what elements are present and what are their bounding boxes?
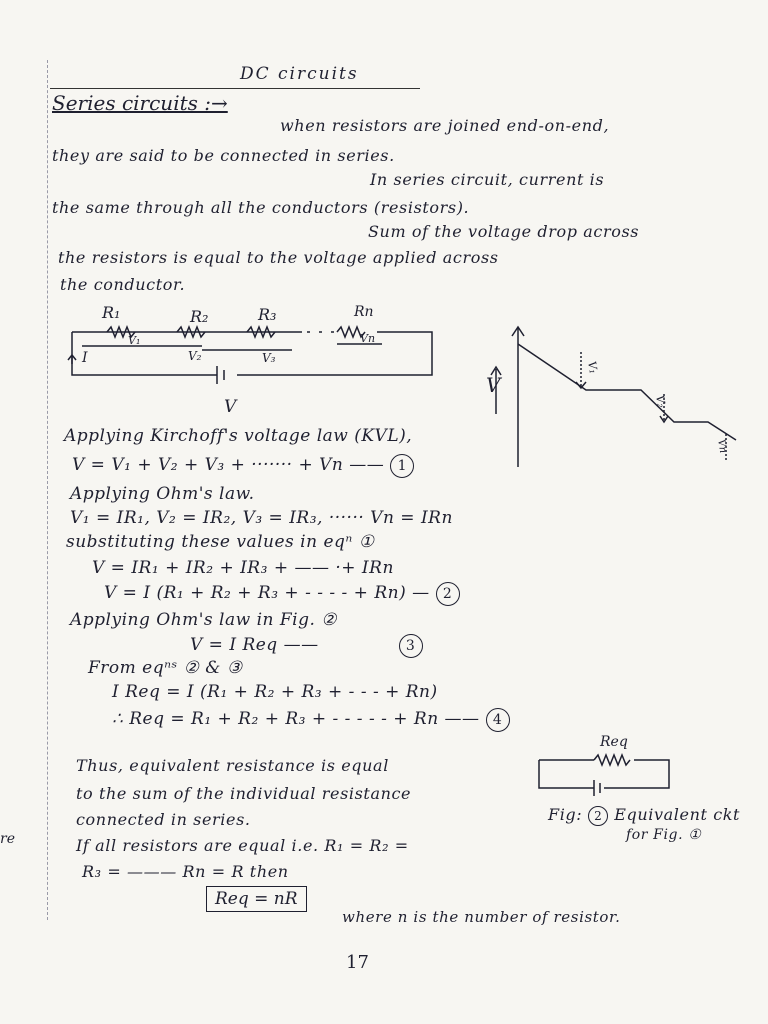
graph-drop-label-vn: Vn xyxy=(715,438,729,454)
voltage-label-v3: V₃ xyxy=(262,351,276,365)
fig2-caption-prefix: Fig: xyxy=(548,805,583,824)
substitution-heading: substituting these values in eqⁿ ① xyxy=(66,532,375,552)
source-voltage-label: V xyxy=(224,397,237,417)
resistor-label-r1: R₁ xyxy=(102,303,121,322)
fig2-caption-number: 2 xyxy=(588,806,608,826)
ohm-equation: V₁ = IR₁, V₂ = IR₂, V₃ = IR₃, ······ Vn = IRn xyxy=(70,508,453,528)
margin-line xyxy=(47,60,48,920)
graph-drop-label-v2: V₂ xyxy=(653,394,668,409)
conclusion-line: Thus, equivalent resistance is equal xyxy=(76,756,389,775)
fig2-caption xyxy=(548,806,740,826)
paragraph-line: when resistors are joined end-on-end, xyxy=(280,116,610,135)
result-note: where n is the number of resistor. xyxy=(342,908,621,926)
fig-equation xyxy=(190,634,423,658)
kvl-equation xyxy=(72,454,414,478)
substitution-equation-2 xyxy=(104,582,460,606)
fig-equation-text: V = I Req —— xyxy=(190,635,319,655)
paragraph-line: the same through all the conductors (resistors). xyxy=(52,198,470,217)
equation-number-2: 2 xyxy=(436,582,460,606)
page-title: DC circuits xyxy=(240,64,359,84)
voltage-label-v2: V₂ xyxy=(188,349,202,363)
paragraph-line: the resistors is equal to the voltage applied across xyxy=(58,248,499,267)
voltage-label-v1: V₁ xyxy=(128,334,141,347)
resistor-label-r2: R₂ xyxy=(190,307,209,326)
from-heading: From eqⁿˢ ② & ③ xyxy=(88,658,243,678)
substitution-equation-2-text: V = I (R₁ + R₂ + R₃ + - - - - + Rn) — xyxy=(104,583,430,603)
from-equation-2-text: ∴ Req = R₁ + R₂ + R₃ + - - - - - + Rn —— xyxy=(112,709,480,729)
conclusion-line: to the sum of the individual resistance xyxy=(76,784,412,803)
fig-ohm-heading: Applying Ohm's law in Fig. ② xyxy=(70,610,338,630)
equivalent-resistor-label: Req xyxy=(600,734,628,750)
equation-number-3: 3 xyxy=(399,634,423,658)
resistor-label-r3: R₃ xyxy=(258,305,277,324)
current-label: I xyxy=(82,350,88,366)
equal-case-line: If all resistors are equal i.e. R₁ = R₂ = xyxy=(76,836,409,855)
kvl-equation-text: V = V₁ + V₂ + V₃ + ······· + Vn —— xyxy=(72,455,385,475)
equation-number-4: 4 xyxy=(486,708,510,732)
edge-mark: re xyxy=(0,831,15,847)
title-rule xyxy=(50,88,420,89)
equal-case-line: R₃ = ——— Rn = R then xyxy=(82,862,289,881)
section-heading: Series circuits :→ xyxy=(52,91,228,115)
paragraph-line: In series circuit, current is xyxy=(370,170,605,189)
graph-drop-label-v1: V₁ xyxy=(585,360,600,375)
resistor-label-rn: Rn xyxy=(354,304,374,320)
equation-number-1: 1 xyxy=(390,454,414,478)
voltage-label-vn: Vn xyxy=(360,332,376,345)
from-equation-1: I Req = I (R₁ + R₂ + R₃ + - - - + Rn) xyxy=(112,682,438,702)
fig2-caption-text: Equivalent ckt xyxy=(614,805,741,824)
kvl-heading: Applying Kirchoff's voltage law (KVL), xyxy=(64,426,413,446)
substitution-equation-1: V = IR₁ + IR₂ + IR₃ + —— ·+ IRn xyxy=(92,558,394,578)
paragraph-line: they are said to be connected in series. xyxy=(52,146,395,165)
equivalent-circuit-diagram xyxy=(534,734,684,798)
fig2-caption-line2: for Fig. ① xyxy=(626,827,702,843)
series-circuit-diagram xyxy=(62,300,442,417)
page-number: 17 xyxy=(346,952,369,973)
paragraph-line: Sum of the voltage drop across xyxy=(368,222,640,241)
paragraph-line: the conductor. xyxy=(60,275,186,294)
conclusion-line: connected in series. xyxy=(76,810,251,829)
graph-axis-label: V xyxy=(486,373,501,397)
result-box: Req = nR xyxy=(206,886,307,912)
voltage-drop-graph xyxy=(486,322,746,472)
ohm-heading: Applying Ohm's law. xyxy=(70,484,255,504)
from-equation-2 xyxy=(112,708,510,732)
